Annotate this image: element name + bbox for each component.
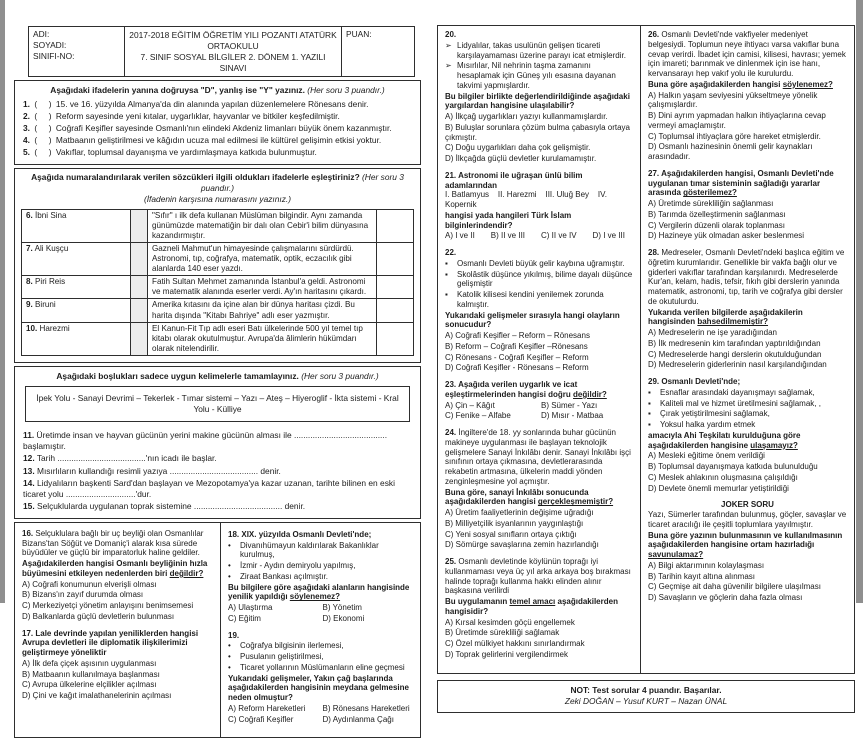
option-grid — [228, 703, 413, 725]
surname-label: SOYADI: — [33, 39, 67, 50]
bullet-item: ▪ Kaliteli mal ve hizmet üretilmesini sağlamak, , — [648, 398, 821, 408]
fill-item: 13. Mısırlıların kullandığı resimli yazıya ...................................... denir. — [23, 465, 281, 476]
question-stem: 17. Lale devrinde yapılan yeniliklerden hangisi Avrupa devletleri ile diplomatik ilişkilerimizi geliştirmeye yöneliktir — [22, 628, 199, 658]
option: C) Toplumsal ihtiyaçlara göre hareket etmişlerdir. — [648, 131, 821, 141]
question-21 — [445, 171, 633, 241]
option: B) Toplumsal dayanışmaya katkıda bulunulduğu — [648, 462, 818, 471]
answer-cell — [377, 276, 414, 299]
question-stem: Buna göre yazının bulunmasının ve kullanılmasının aşağıdakilerden hangisine ortam hazırladığı savunulamaz? — [648, 530, 843, 559]
option: D) Çini ve kağıt imalathanelerinin açılması — [22, 691, 172, 701]
option: C) Doğu uygarlıkları daha çok gelişmiştir. — [445, 143, 591, 153]
match-row: 7. Ali Kuşçu Gazneli Mahmut'un himayesinde çalışmalarını sürdürdü. Astronomi, tıp, coğrafya, matematik, optik, eczacılık gibi alanlarda 140 eser yazdı. — [22, 242, 414, 275]
bullet-item: ▪ Osmanlı Devleti büyük gelir kaybına uğramıştır. — [445, 258, 625, 268]
option: D) Mısır - Matbaa — [541, 411, 604, 421]
question-25 — [445, 557, 633, 660]
option: C) Merkeziyetçi yönetim anlayışını benimsemesi — [22, 601, 194, 611]
question-intro: 28. Medreseler, Osmanlı Devleti'ndeki başlıca eğitim ve öğretim kurumlarıdır. Genellikle bir vakfa bağlı olur ve giderleri vakıflar tarafından karşılanırdı. Medreselerde Kur'an, kelam, hadis, tefsir, fıkıh gibi derslerin yanında matematik, astronomi, tıp, tarih ve coğrafya gibi dersler de okutulurdu. — [648, 248, 845, 306]
exam-page-2 — [437, 25, 855, 713]
option: D) Hazineye yük olmadan asker beslenmesi — [648, 231, 805, 241]
option: A) Kırsal kesimden göçü engellemek — [445, 617, 575, 627]
option: A) Üretim faaliyetlerinin değişime uğradığı — [445, 508, 594, 517]
question-23 — [445, 380, 633, 421]
question-head: 29. Osmanlı Devleti'nde; — [648, 377, 741, 386]
tf-item: 5. ( ) Vakıflar, toplumsal dayanışma ve yardımlaşmaya katkıda bulunmuştur. — [23, 147, 317, 158]
question-number: 19. — [228, 630, 240, 640]
question-head: 21. Astronomi ile uğraşan ünlü bilim adamlarından — [445, 170, 583, 190]
option: D) I ve III — [592, 231, 625, 241]
option: C) Eğitim — [228, 613, 261, 623]
question-intro: 16. Selçuklulara bağlı bir uç beyliği olan Osmanlılar Bizans'tan Söğüt ve Domaniç'i alarak kısa sürede büyüdüler ve güçlü bir imparatorluk haline geldiler. — [22, 528, 204, 558]
option: B) Milliyetçilik isyanlarının yaygınlaştığı — [445, 518, 584, 528]
option: A) Halkın yaşam seviyesini yükseltmeye yönelik çalışmışlardır. — [648, 90, 818, 110]
section-title: Aşağıdaki ifadelerin yanına doğruysa "D", yanlış ise "Y" yazınız. (Her soru 3 puandır.) — [50, 84, 385, 95]
option: B) Rönesans Hareketleri — [322, 703, 410, 713]
option: B) II ve III — [490, 231, 526, 241]
question-joker — [648, 500, 847, 603]
option: C) Coğrafi Keşifler — [228, 714, 294, 724]
exam-header — [28, 26, 415, 77]
mcq-column-left — [15, 523, 220, 738]
question-17 — [22, 629, 213, 701]
section-title: Aşağıdaki boşlukları sadece uygun kelimelerle tamamlayınız. (Her soru 3 puandır.) — [56, 370, 379, 381]
exam-title-line2: 7. SINIF SOSYAL BİLGİLER 2. DÖNEM 1. YAZILI SINAVI — [140, 51, 326, 73]
option: C) Özel mülkiyet hakkını sınırlandırmak — [445, 639, 585, 648]
option: C) Geçmişe ait daha güvenilir bilgilere ulaşılması — [648, 582, 821, 592]
question-stem: Buna göre aşağıdakilerden hangisi söylenemez? — [648, 79, 833, 89]
mcq-column-right — [640, 26, 854, 673]
question-stem: amacıyla Ahi Teşkilatı kurulduğuna göre aşağıdakilerden hangisine ulaşamayız? — [648, 430, 801, 450]
section-matching — [14, 168, 421, 363]
option-row — [445, 230, 633, 241]
option: A) Bilgi aktarımının kolaylaşması — [648, 560, 765, 570]
bullet-item: ▪ Katolik kilisesi kendini yenilemek zorunda kalmıştır. — [445, 290, 604, 309]
option: C) II ve IV — [541, 231, 577, 241]
option: A) Coğrafi konumunun elverişli olması — [22, 579, 157, 589]
question-26 — [648, 30, 847, 162]
option: B) Sümer - Yazı — [541, 400, 598, 410]
footer-note-text: NOT: Test sorular 4 puandır. Başarılar. — [570, 684, 722, 695]
footer-authors: Zeki DOĞAN – Yusuf KURT – Nazan ÜNAL — [564, 695, 728, 706]
question-19 — [228, 631, 413, 725]
question-stem: Yukarıda verilen bilgilerde aşağıdakilerin hangisinden bahsedilmemiştir? — [648, 307, 803, 327]
exam-title-line1: 2017-2018 EĞİTİM ÖĞRETİM YILI POZANTI ATATÜRK ORTAOKULU — [129, 30, 337, 51]
match-row: 6. İbni Sina "Sıfır" ı ilk defa kullanan Müslüman bilgindir. Aynı zamanda günümüzde matematiğin bir dalı olan Cebir'i bilim dünyasına kazandırmıştır. — [22, 209, 414, 242]
question-stem: Bu bilgilere göre aşağıdaki alanların hangisinde yenilik yapıldığı söylenemez? — [228, 582, 410, 602]
match-spacer-cell — [131, 209, 148, 242]
match-spacer-cell — [131, 276, 148, 299]
word-bank: İpek Yolu - Sanayi Devrimi – Tekerlek - Tımar sistemi – Yazı – Ateş – Hiyeroglif - İkta sistemi - Kral Yolu - Külliye — [25, 386, 410, 422]
tf-item: 3. ( ) Coğrafi Keşifler sayesinde Osmanlı'nın elindeki Akdeniz limanları büyük önem kazanmıştır. — [23, 122, 392, 133]
question-number: 22. — [445, 248, 457, 257]
option: A) I ve II — [445, 231, 475, 241]
question-stem: Yukarıdaki gelişmeler sırasıyla hangi olayların sonucudur? — [445, 310, 620, 330]
bullet-item: ▪ Yoksul halka yardım etmek — [648, 420, 756, 429]
question-22 — [445, 248, 633, 373]
question-stem: Buna göre, sanayi İnkılâbı sonucunda aşağıdakilerden hangisi gerçekleşmemiştir? — [445, 487, 614, 507]
option: A) Coğrafi Keşifler – Reform – Rönesans — [445, 331, 590, 340]
match-spacer-cell — [131, 242, 148, 275]
option: B) Tarımda özelleştirmenin sağlanması — [648, 209, 786, 219]
question-27 — [648, 169, 847, 241]
answer-cell — [377, 209, 414, 242]
match-spacer-cell — [131, 299, 148, 322]
option: D) Medreselerin giderlerinin nasıl karşılandığından — [648, 360, 827, 370]
option: D) Devlete önemli memurlar yetiştirildiği — [648, 483, 789, 493]
screen-edge-right — [856, 0, 863, 603]
answer-cell — [377, 242, 414, 275]
bullet-item: ➢ Mısırlılar, Nil nehrinin taşma zamanını hesaplamak için Güneş yılı esasına dayanan takvimi yapmışlardır. — [445, 61, 616, 90]
question-intro: Yazı, Sümerler tarafından bulunmuş, göçler, savaşlar ve ticaret aracılığı ile çeşitli toplumlara yayılmıştır. — [648, 510, 847, 529]
option: C) Vergilerin düzenli olarak toplanması — [648, 220, 785, 230]
option: C) Fenike – Alfabe — [445, 411, 511, 421]
option: D) Sömürge savaşlarına zemin hazırlandığı — [445, 540, 599, 550]
option: C) Meslek ahlakının oluşmasına çalışıldığı — [648, 472, 798, 482]
bullet-item: ▪ Skolâstik düşünce yıkılmış, bilime dayalı düşünce gelişmiştir — [445, 269, 633, 289]
option: C) Yeni sosyal sınıfların ortaya çıktığı — [445, 529, 577, 539]
option: C) Rönesans - Coğrafi Keşifler – Reform — [445, 352, 589, 362]
option: A) Çin – Kâğıt — [445, 400, 495, 410]
option: D) Osmanlı hazinesinin önemli gelir kaynakları arasındadır. — [648, 142, 813, 161]
section-subtitle: (İfadenin karşısına numarasını yazınız.) — [143, 194, 292, 205]
option: A) Mesleki eğitime önem verildiği — [648, 451, 765, 461]
question-stem: hangisi yada hangileri Türk İslam bilginlerindendir? — [445, 210, 572, 230]
bullet-item: ▪ Esnaflar arasındaki dayanışmayı sağlamak, — [648, 387, 815, 397]
question-number: 20. — [445, 30, 457, 39]
section-mcq-16-19 — [14, 522, 421, 738]
option: D) İlkçağda güçlü devletler kurulamamıştır. — [445, 154, 597, 163]
option: D) Balkanlarda güçlü devletlerin bulunması — [22, 611, 175, 621]
match-row: 10. Harezmi El Kanun-Fit Tıp adlı eseri Batı ülkelerinde 500 yıl temel tıp kitabı olarak okutulmuştur. Avrupa'da âlimlerin hükümdarı olarak nitelendirilir. — [22, 322, 414, 355]
bullet-item: ➢ Lidyalılar, takas usulünün gelişen ticareti karşılayamaması üzerine parayı icat etmişlerdir. — [445, 40, 626, 60]
tf-item: 4. ( ) Matbaanın geliştirilmesi ve kâğıdın ucuza mal edilmesi ile kültürel gelişimin etkisi yoktur. — [23, 135, 382, 146]
question-stem: Aşağıdakilerden hangisi Osmanlı beyliğinin hızla büyümesini etkileyen nedenlerden biri değildir? — [22, 559, 208, 578]
option: D) Toprak gelirlerini vergilendirmek — [445, 649, 569, 659]
match-row: 8. Piri Reis Fatih Sultan Mehmet zamanında İstanbul'a geldi. Astronomi ve matematik alanında eserler verdi. Ay'ın haritasını çıkardı. — [22, 276, 414, 299]
option: B) Yönetim — [322, 603, 362, 613]
question-16 — [22, 529, 213, 622]
option: D) Coğrafi Keşifler - Rönesans – Reform — [445, 363, 589, 373]
option: D) Ekonomi — [322, 613, 365, 623]
option: B) Üretimde sürekliliği sağlamak — [445, 628, 560, 638]
mcq-column-right — [220, 523, 420, 738]
mcq-column-left — [438, 26, 640, 673]
tf-item: 2. ( ) Reform sayesinde yeni kıtalar, uygarlıklar, hayvanlar ve bitkiler keşfedilmiştir. — [23, 110, 340, 121]
score-box: PUAN: — [346, 29, 372, 39]
match-spacer-cell — [131, 322, 148, 355]
question-intro: 24. İngiltere'de 18. yy sonlarında buhar gücünün makineye uygulanması ile başlayan teknolojik gelişmelere Sanayi İnkılâbı denir. Sanayi İnkılâbı işçi sınıfının ortaya çıkmasına, devletlerarasında rekabetin artmasına, ülkelerin maddi yönden zenginleşmesine yol açmıştır. — [445, 428, 631, 486]
bullet-item: ▪ Çırak yetiştirilmesini sağlamak, — [648, 409, 770, 419]
question-24 — [445, 428, 633, 550]
tf-item: 1. ( ) 15. ve 16. yüzyılda Almanya'da din alanında yapılan düzenlemelere Rönesans denir. — [23, 98, 369, 109]
option: B) Tarihin kayıt altına alınması — [648, 571, 756, 581]
question-intro: 26. Osmanlı Devleti'nde vakfiyeler medeniyet belgesiydi. Toplumun neye ihtiyacı varsa vakıflar buna cevap verirdi. İbadet için camisi, kilisesi, havrası; yemek için imareti; barınmak ve dinlenmek için ise hanı, kervansarayı hep vakıf yolu ile kurulurdu. — [648, 30, 846, 78]
question-20 — [445, 30, 633, 164]
exam-page-1 — [14, 26, 421, 738]
option: A) İlk defa çiçek aşısının uygulanması — [22, 658, 157, 668]
fill-item: 11. Üretimde insan ve hayvan gücünün yerini makine gücünün alması ile ........................................ başlamıştır. — [23, 430, 388, 452]
fill-item: 14. Lidyalıların başkenti Sard'dan başlayan ve Mezopotamya'ya kazar uzanan, tarihte bilinen en eski ticaret yolu ..............................'dur. — [23, 477, 395, 499]
class-no-label: SINIFI-NO: — [33, 50, 75, 61]
question-stem: 27. Aşağıdakilerden hangisi, Osmanlı Devleti'nde uygulanan tımar sisteminin sağladığı yararlar arasında gösterilemez? — [648, 168, 834, 198]
question-18 — [228, 530, 413, 624]
bullet-item: • Coğrafya bilgisinin ilerlemesi, — [228, 641, 344, 651]
option: C) Avrupa ülkelerine elçilikler açılması — [22, 680, 157, 690]
question-stem: Bu bilgiler birlikte değerlendirildiğinde aşağıdaki yargılardan hangisine ulaşılabilir? — [445, 91, 630, 111]
option: A) Reform Hareketleri — [228, 703, 306, 713]
section-mcq-20-29 — [437, 25, 855, 674]
section-fill-blanks — [14, 366, 421, 519]
section-true-false — [14, 80, 421, 166]
bullet-item: • İzmir - Aydın demiryolu yapılmış, — [228, 561, 356, 571]
option: A) Üretimde sürekliliğin sağlanması — [648, 199, 774, 208]
section-title: Aşağıda numaralandırılarak verilen sözcükleri ilgili oldukları ifadelerle eşleştiriniz? (Her soru 3 puandır.) — [31, 172, 404, 194]
question-28 — [648, 248, 847, 370]
question-head: 18. XIX. yüzyılda Osmanlı Devleti'nde; — [228, 529, 372, 539]
option-grid — [445, 400, 633, 422]
bullet-item: • Divanıhümayun kaldırılarak Bakanlıklar kurulmuş, — [228, 540, 379, 560]
question-stem: 23. Aşağıda verilen uygarlık ve icat eşleştirmelerinden hangisi doğru değildir? — [445, 380, 607, 399]
bullet-item: • Ticaret yollarının Müslümanların eline geçmesi — [228, 662, 405, 672]
question-list: I. Batlamyus II. Harezmi III. Uluğ Bey IV. Kopernik — [445, 190, 607, 209]
question-intro: 25. Osmanlı devletinde köylünün toprağı iyi kullanmaması veya üç yıl arka arkaya boş bırakması halinde toprağı kullanma hakkı elinden alınır başkasına verilirdi — [445, 557, 631, 596]
option: D) Savaşların ve göçlerin daha fazla olması — [648, 593, 803, 602]
student-info-fields — [29, 27, 125, 76]
joker-title: JOKER SORU — [721, 500, 774, 510]
option: A) İlkçağ uygarlıkları yazıyı kullanmamışlardır. — [445, 112, 608, 121]
option: D) Aydınlanma Çağı — [322, 714, 394, 724]
exam-title — [125, 27, 342, 76]
option: C) Medreselerde hangi derslerin okutulduğundan — [648, 349, 822, 359]
match-row: 9. Biruni Amerika kıtasını da içine alan bir dünya haritası çizdi. Bu harita dışında "Kitabı Bahriye" adlı eser yazmıştır. — [22, 299, 414, 322]
footer-note — [437, 680, 855, 714]
bullet-item: • Ziraat Bankası açılmıştır. — [228, 571, 329, 581]
answer-cell — [377, 322, 414, 355]
question-29 — [648, 377, 847, 493]
option: A) Ulaştırma — [228, 603, 273, 613]
answer-cell — [377, 299, 414, 322]
option: B) Dini ayrım yapmadan halkın ihtiyaçlarına cevap vermeyi amaçlamıştır. — [648, 111, 826, 130]
option: B) Reform – Coğrafi Keşifler –Rönesans — [445, 341, 588, 351]
option: B) Bizans'ın zayıf durumda olması — [22, 590, 144, 600]
fill-item: 12. Tarih ......................................'nın icadı ile başlar. — [23, 453, 217, 464]
name-label: ADI: — [33, 29, 50, 39]
bullet-item: • Pusulanın geliştirilmesi, — [228, 652, 324, 662]
question-stem: Bu uygulamanın temel amacı aşağıdakilerden hangisidir? — [445, 597, 618, 616]
option: A) Medreselerin ne işe yaradığından — [648, 328, 777, 337]
question-stem: Yukarıdaki gelişmeler, Yakın çağ başlarında aşağıdakilerden hangisinin meydana gelmesine neden olmuştur? — [228, 673, 409, 703]
option: B) İlk medresenin kim tarafından yaptırıldığından — [648, 338, 821, 348]
fill-item: 15. Selçuklularda uygulanan toprak sistemine ...................................... denir. — [23, 500, 306, 511]
option-grid — [228, 602, 413, 624]
option: B) Buluşlar sorunlara çözüm bulma çabasıyla ortaya çıkmıştır. — [445, 122, 630, 142]
matching-table — [21, 209, 414, 356]
option: B) Matbaanın kullanılmaya başlanması — [22, 669, 160, 679]
screen-edge-left — [0, 0, 5, 603]
